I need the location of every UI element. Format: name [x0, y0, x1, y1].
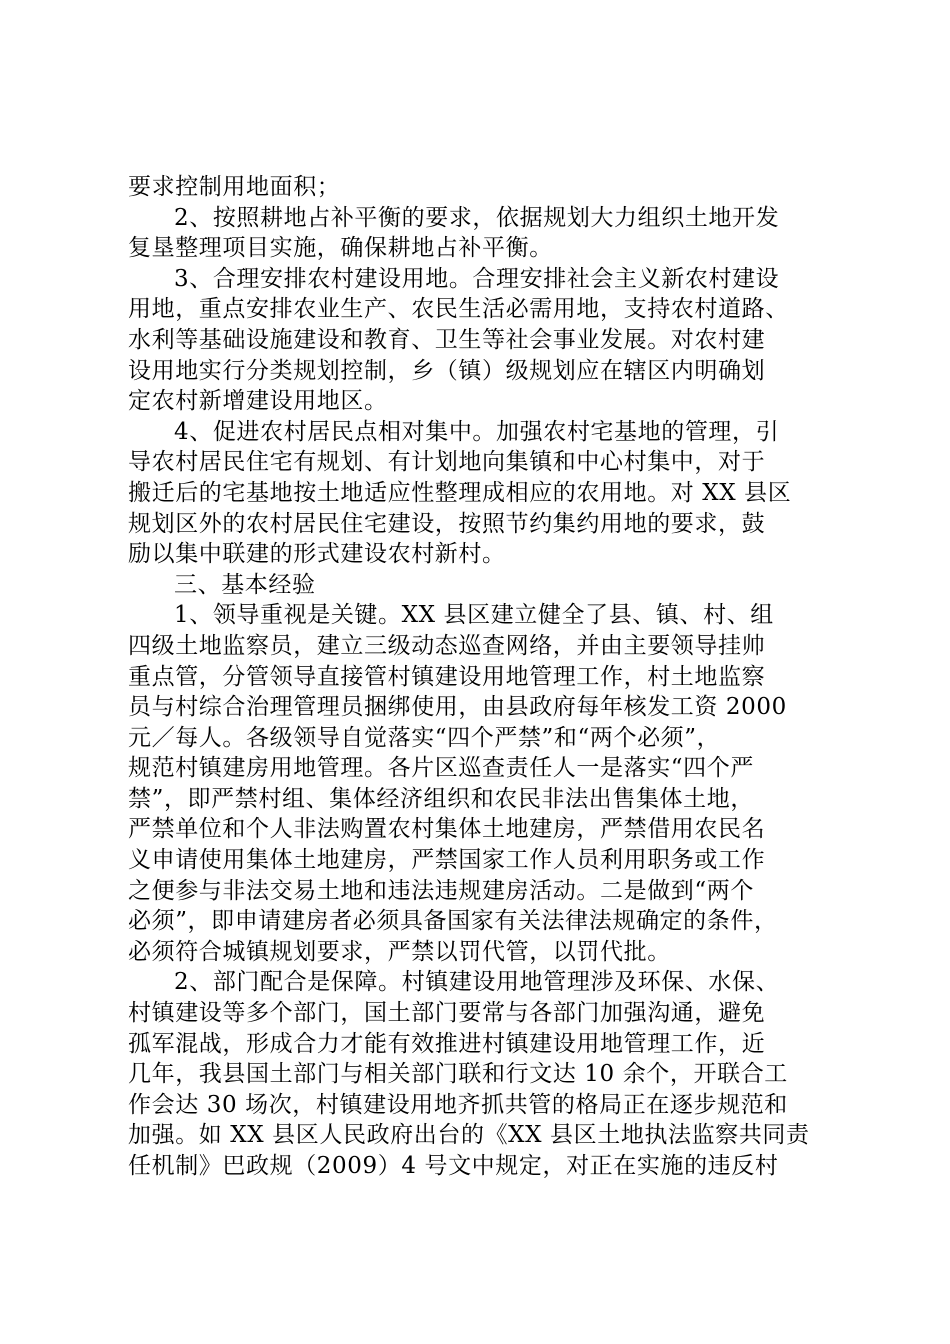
text-line: 必须符合城镇规划要求，严禁以罚代管，以罚代批。 — [128, 938, 671, 965]
text-line: 3、合理安排农村建设用地。合理安排社会主义新农村建设 — [174, 265, 780, 292]
text-line: 加强。如 XX 县区人民政府出台的《XX 县区土地执法监察共同责 — [128, 1122, 810, 1149]
text-line: 作会达 30 场次，村镇建设用地齐抓共管的格局正在逐步规范和 — [128, 1091, 788, 1118]
text-line: 设用地实行分类规划控制，乡（镇）级规划应在辖区内明确划 — [128, 357, 766, 384]
text-line: 搬迁后的宅基地按土地适应性整理成相应的农用地。对 XX 县区 — [128, 479, 792, 506]
text-line: 定农村新增建设用地区。 — [128, 388, 388, 415]
text-line: 水利等基础设施建设和教育、卫生等社会事业发展。对农村建 — [128, 326, 766, 353]
text-line: 规划区外的农村居民住宅建设，按照节约集约用地的要求，鼓 — [128, 510, 766, 537]
text-line: 用地，重点安排农业生产、农民生活必需用地，支持农村道路、 — [128, 296, 789, 323]
text-line: 村镇建设等多个部门，国土部门要常与各部门加强沟通，避免 — [128, 1000, 766, 1027]
text-line: 导农村居民住宅有规划、有计划地向集镇和中心村集中，对于 — [128, 449, 766, 476]
text-line: 规范村镇建房用地管理。各片区巡查责任人一是落实“四个严 — [128, 755, 754, 782]
text-line: 四级土地监察员，建立三级动态巡查网络，并由主要领导挂帅 — [128, 632, 766, 659]
text-line: 复垦整理项目实施，确保耕地占补平衡。 — [128, 235, 553, 262]
document-body — [128, 172, 840, 1182]
text-line: 1、领导重视是关键。XX 县区建立健全了县、镇、村、组 — [174, 602, 774, 629]
text-line: 义申请使用集体土地建房，严禁国家工作人员利用职务或工作 — [128, 847, 766, 874]
text-line: 必须”，即申请建房者必须具备国家有关法律法规确定的条件， — [128, 908, 778, 935]
text-line: 孤军混战，形成合力才能有效推进村镇建设用地管理工作，近 — [128, 1030, 766, 1057]
text-line: 几年，我县国土部门与相关部门联和行文达 10 余个，开联合工 — [128, 1061, 788, 1088]
text-line: 任机制》巴政规（2009）4 号文中规定，对正在实施的违反村 — [128, 1153, 779, 1179]
section-heading: 三、基本经验 — [174, 571, 316, 598]
text-line: 严禁单位和个人非法购置农村集体土地建房，严禁借用农民名 — [128, 816, 766, 843]
text-line: 之便参与非法交易土地和违法违规建房活动。二是做到“两个 — [128, 877, 754, 904]
text-line: 重点管，分管领导直接管村镇建设用地管理工作，村土地监察 — [128, 663, 766, 690]
text-line: 2、按照耕地占补平衡的要求，依据规划大力组织土地开发 — [174, 204, 780, 231]
text-line: 励以集中联建的形式建设农村新村。 — [128, 541, 506, 568]
text-line: 要求控制用地面积； — [128, 174, 341, 200]
text-line: 禁”，即严禁村组、集体经济组织和农民非法出售集体土地， — [128, 785, 754, 812]
text-line: 员与村综合治理管理员捆绑使用，由县政府每年核发工资 2000 — [128, 694, 787, 721]
text-line: 4、促进农村居民点相对集中。加强农村宅基地的管理，引 — [174, 418, 780, 445]
text-line: 2、部门配合是保障。村镇建设用地管理涉及环保、水保、 — [174, 969, 780, 996]
text-line: 元／每人。各级领导自觉落实“四个严禁”和“两个必须”， — [128, 724, 721, 751]
